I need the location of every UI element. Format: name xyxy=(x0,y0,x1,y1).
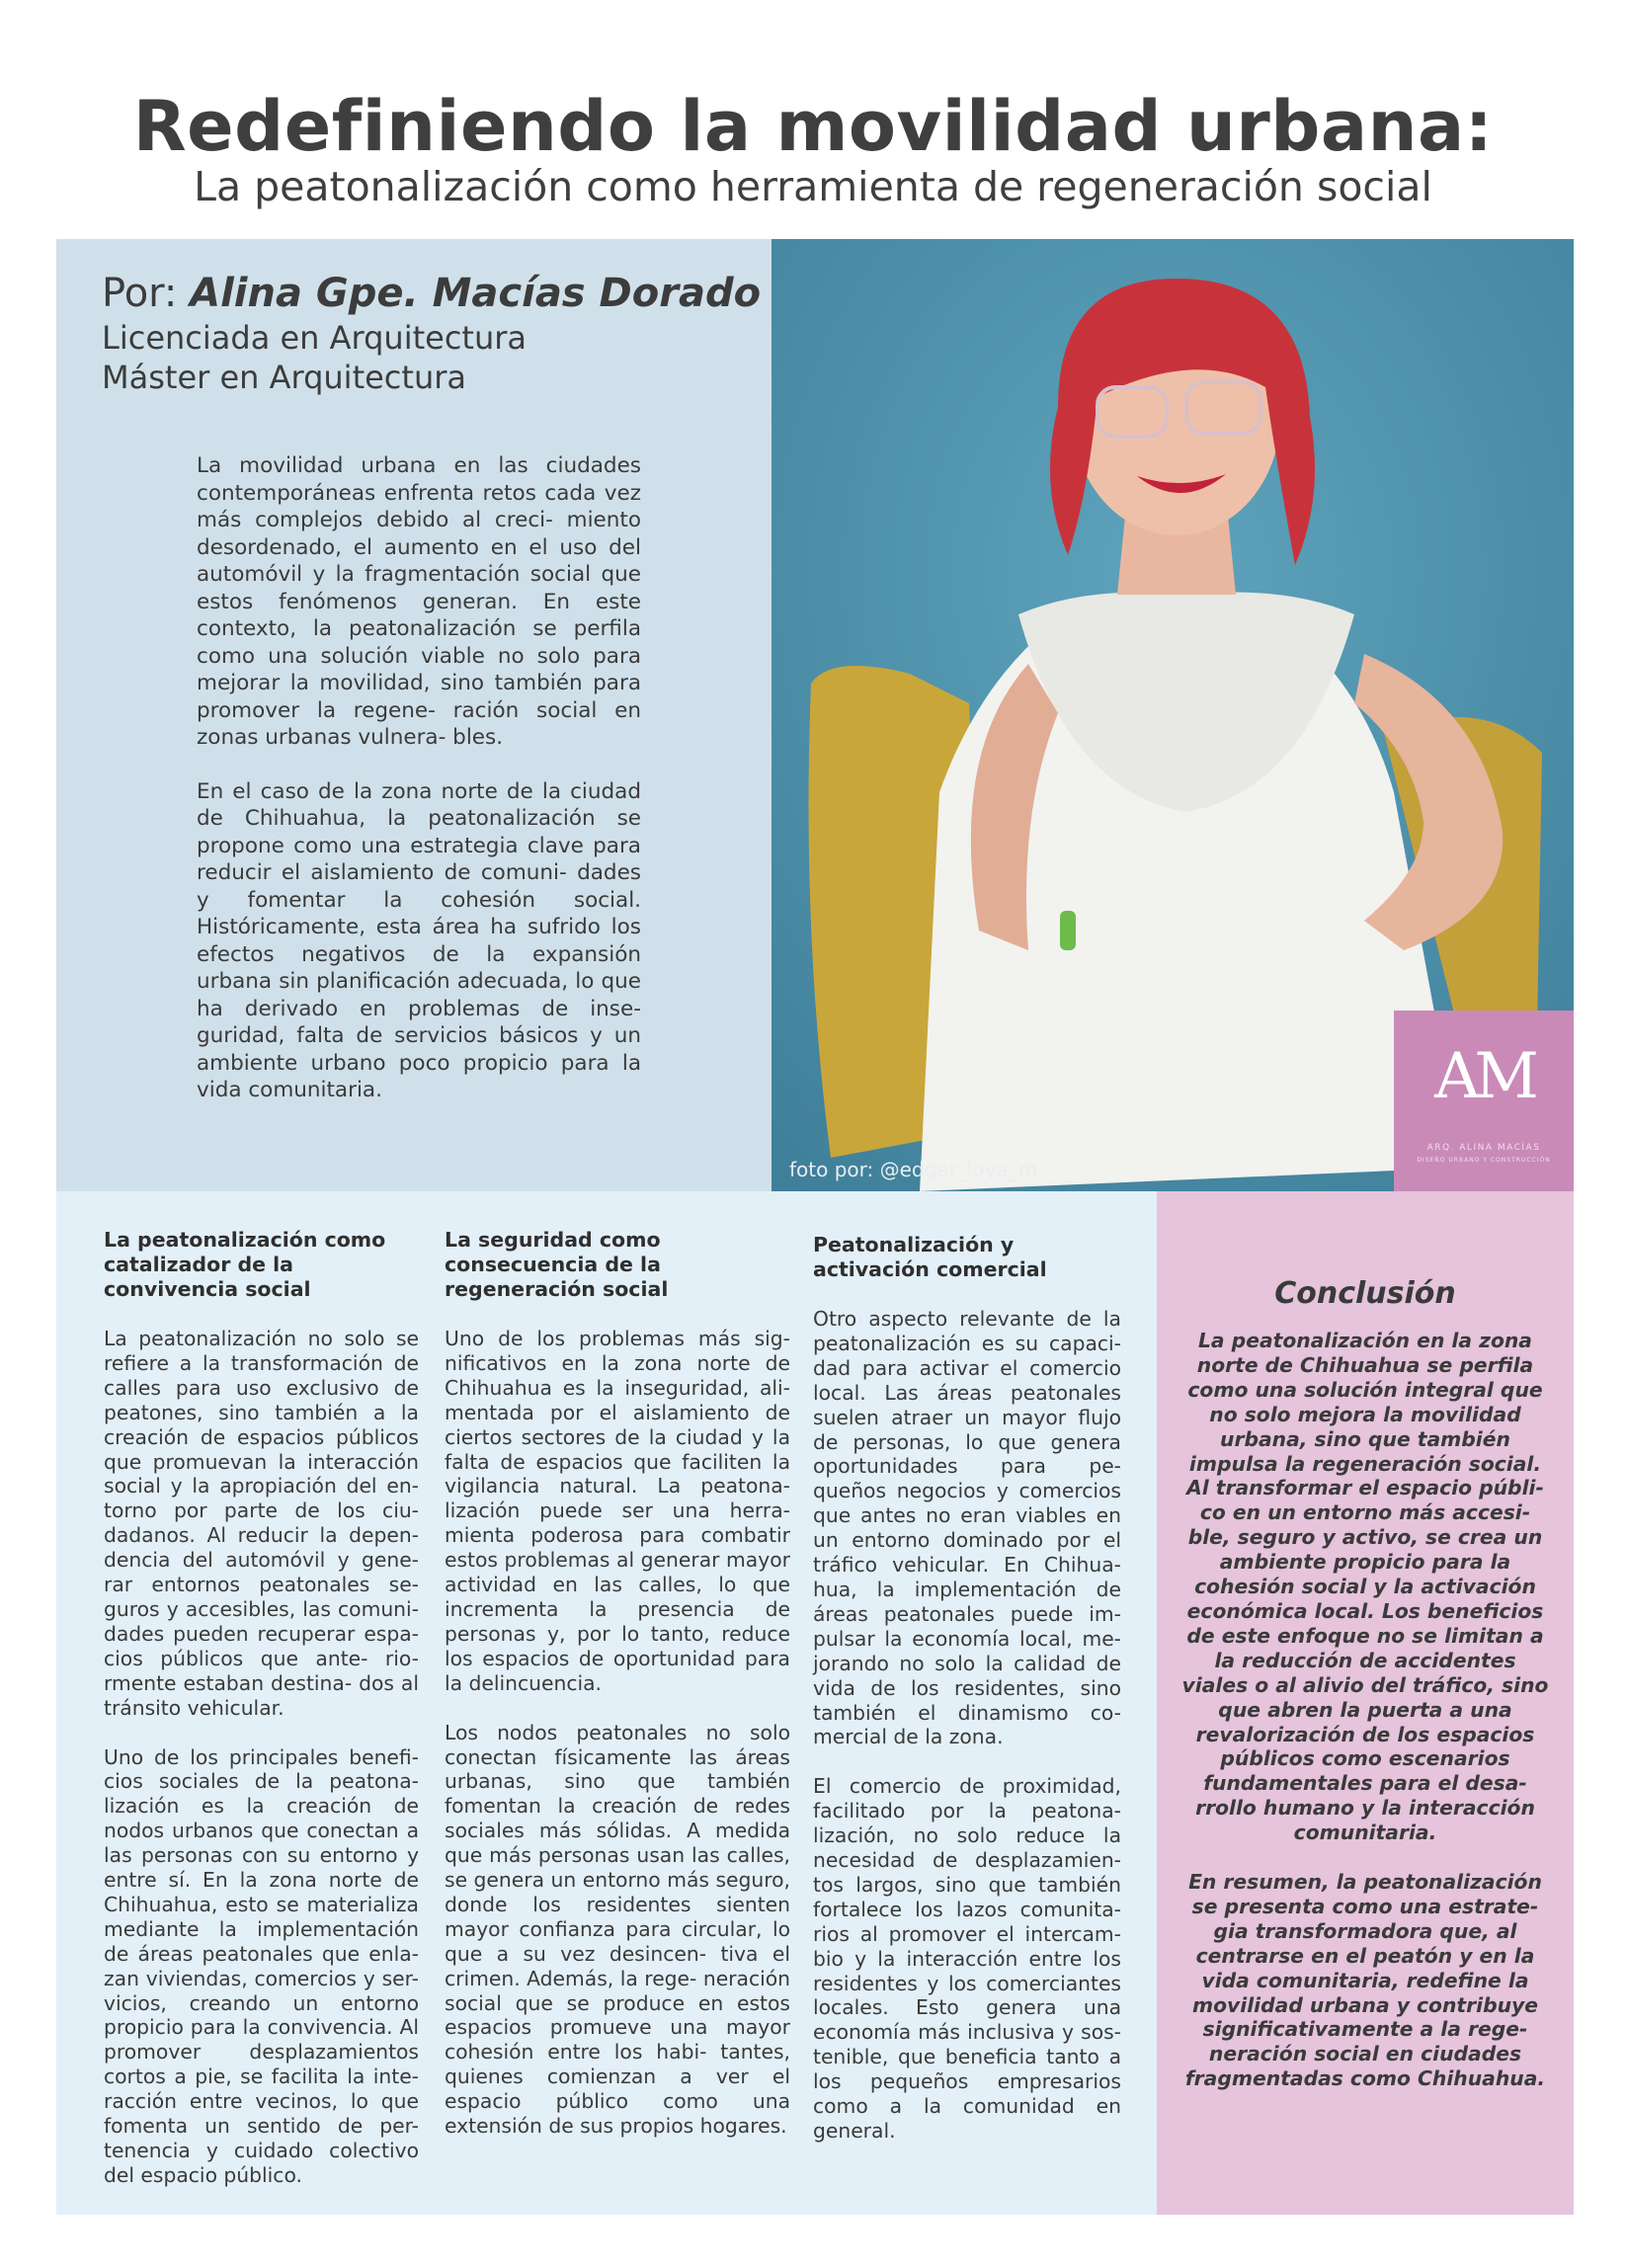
intro-paragraph-2: En el caso de la zona norte de la ciudad de Chihuahua, la peatonalización se propone como una estrategia clave para reducir el aislamiento de comuni- dades y fomentar la cohesión social. Históricamente, esta área ha sufrido los efectos negativos de la expansión urbana sin planificación adecuada, lo que ha derivado en problemas de inse- guridad, falta de servicios básicos y un ambiente urbano poco propicio para la vida comunitaria. xyxy=(197,778,641,1102)
column-2-paragraph-1: Uno de los problemas más sig- nificativos en la zona norte de Chihuahua es la inseguridad, ali- mentada por el aislamiento de ciertos sectores de la ciudad y la falta de espacios que faciliten la vigilancia natural. La peatona- lización puede ser una herra- mienta poderosa para combatir estos problemas al generar mayor actividad en las calles, lo que incrementa la presencia de personas y, por lo tanto, reduce los espacios de oportunidad para la delincuencia. xyxy=(445,1327,790,1695)
brand-logo xyxy=(1394,1011,1574,1191)
credential-2: Máster en Arquitectura xyxy=(102,359,466,396)
conclusion-text xyxy=(1181,1329,1549,2116)
logo-tagline: DISEÑO URBANO Y CONSTRUCCIÓN xyxy=(1417,1157,1551,1164)
author-name: Alina Gpe. Macías Dorado xyxy=(190,271,762,316)
photo-credit: foto por: @edgar_loya_m xyxy=(789,1158,1038,1181)
conclusion-paragraph-1: La peatonalización en la zona norte de Chihuahua se perfila como una solución integral que no solo mejora la movilidad urbana, sino que también impulsa la regeneración social. Al transformar el espacio públi- co en un entorno más accesi- ble, seguro y activo, se crea un ambiente propicio para la cohesión social y la activación económica local. Los beneficios de este enfoque no se limitan a la reducción de accidentes viales o al alivio del tráfico, sino que abren la puerta a una revalorización de los espacios públicos como escenarios fundamentales para el desa- rrollo humano y la interacción comunitaria. xyxy=(1181,1329,1549,1845)
column-3-paragraph-2: El comercio de proximidad, facilitado por la peatona- lización, no solo reduce la necesidad de desplazamien- tos largos, sino que también fortalece los lazos comunita- rios al promover el intercam- bio y la interacción entre los residentes y los comerciantes locales. Esto genera una economía más inclusiva y sos- tenible, que beneficia tanto a los pequeños empresarios como a la comunidad en general. xyxy=(813,1774,1121,2143)
byline xyxy=(102,269,761,318)
article-title: Redefiniendo la movilidad urbana: xyxy=(132,86,1494,167)
conclusion-paragraph-2: En resumen, la peatonalización se presenta como una estrate- gia transformadora que, al centrarse en el peatón y en la vida comunitaria, redefine la movilidad urbana y contribuye significativamente a la rege- neración social en ciudades fragmentadas como Chihuahua. xyxy=(1184,1870,1546,2091)
column-3-paragraph-1: Otro aspecto relevante de la peatonalización es su capaci- dad para activar el comercio local. Las áreas peatonales suelen atraer un mayor flujo de personas, lo que genera oportunidades para pe- queños negocios y comercios que antes no eran viables en un entorno dominado por el tráfico vehicular. En Chihua- hua, la implementación de áreas peatonales puede im- pulsar la economía local, me- jorando no solo la calidad de vida de los residentes, sino también el dinamismo co- mercial de la zona. xyxy=(813,1307,1121,1749)
credential-1: Licenciada en Arquitectura xyxy=(102,319,527,357)
article-subtitle: La peatonalización como herramienta de regeneración social xyxy=(194,163,1432,210)
logo-name: ARQ. ALINA MACÍAS xyxy=(1426,1143,1541,1153)
logo-mark: AM xyxy=(1434,1040,1533,1113)
intro-text xyxy=(197,452,641,1131)
conclusion-title: Conclusión xyxy=(1274,1276,1456,1311)
column-1-heading: La peatonalización como catalizador de la convivencia social xyxy=(104,1228,386,1301)
column-3 xyxy=(813,1233,1121,2168)
byline-prefix: Por: xyxy=(102,271,191,316)
column-3-heading: Peatonalización y activación comercial xyxy=(813,1233,1047,1281)
column-1 xyxy=(104,1228,419,2213)
column-1-paragraph-1: La peatonalización no solo se refiere a la transformación de calles para uso exclusivo de peatones, sino también a la creación de espacios públicos que promuevan la interacción social y la apropiación del en- torno por parte de los ciu- dadanos. Al reducir la depen- dencia del automóvil y gene- rar entornos peatonales se- guros y accesibles, las comuni- dades pueden recuperar espa- cios públicos que ante- rio- rmente estaban destina- dos al tránsito vehicular. xyxy=(104,1327,419,1720)
intro-paragraph-1: La movilidad urbana en las ciudades contemporáneas enfrenta retos cada vez más complejos debido al creci- miento desordenado, el aumento en el uso del automóvil y la fragmentación social que estos fenómenos generan. En este contexto, la peatonalización se perfila como una solución viable no solo para mejorar la movilidad, sino también para promover la regene- ración social en zonas urbanas vulnera- bles. xyxy=(197,453,641,750)
column-1-paragraph-2: Uno de los principales benefi- cios sociales de la peatona- lización es la creación de nodos urbanos que conectan a las personas con su entorno y entre sí. En la zona norte de Chihuahua, esto se materializa mediante la implementación de áreas peatonales que enla- zan viviendas, comercios y ser- vicios, creando un entorno propicio para la convivencia. Al promover desplazamientos cortos a pie, se facilita la inte- racción entre vecinos, lo que fomenta un sentido de per- tenencia y cuidado colectivo del espacio público. xyxy=(104,1744,419,2187)
column-2-paragraph-2: Los nodos peatonales no solo conectan físicamente las áreas urbanas, sino que también fomentan la creación de redes sociales más sólidas. A medida que más personas usan las calles, se genera un entorno más seguro, donde los residentes sienten mayor confianza para circular, lo que a su vez desincen- tiva el crimen. Además, la rege- neración social que se produce en estos espacios promueve una mayor cohesión entre los habi- tantes, quienes comienzan a ver el espacio público como una extensión de sus propios hogares. xyxy=(445,1720,790,2139)
column-2-heading: La seguridad como consecuencia de la regeneración social xyxy=(445,1228,669,1301)
column-2 xyxy=(445,1228,790,2163)
